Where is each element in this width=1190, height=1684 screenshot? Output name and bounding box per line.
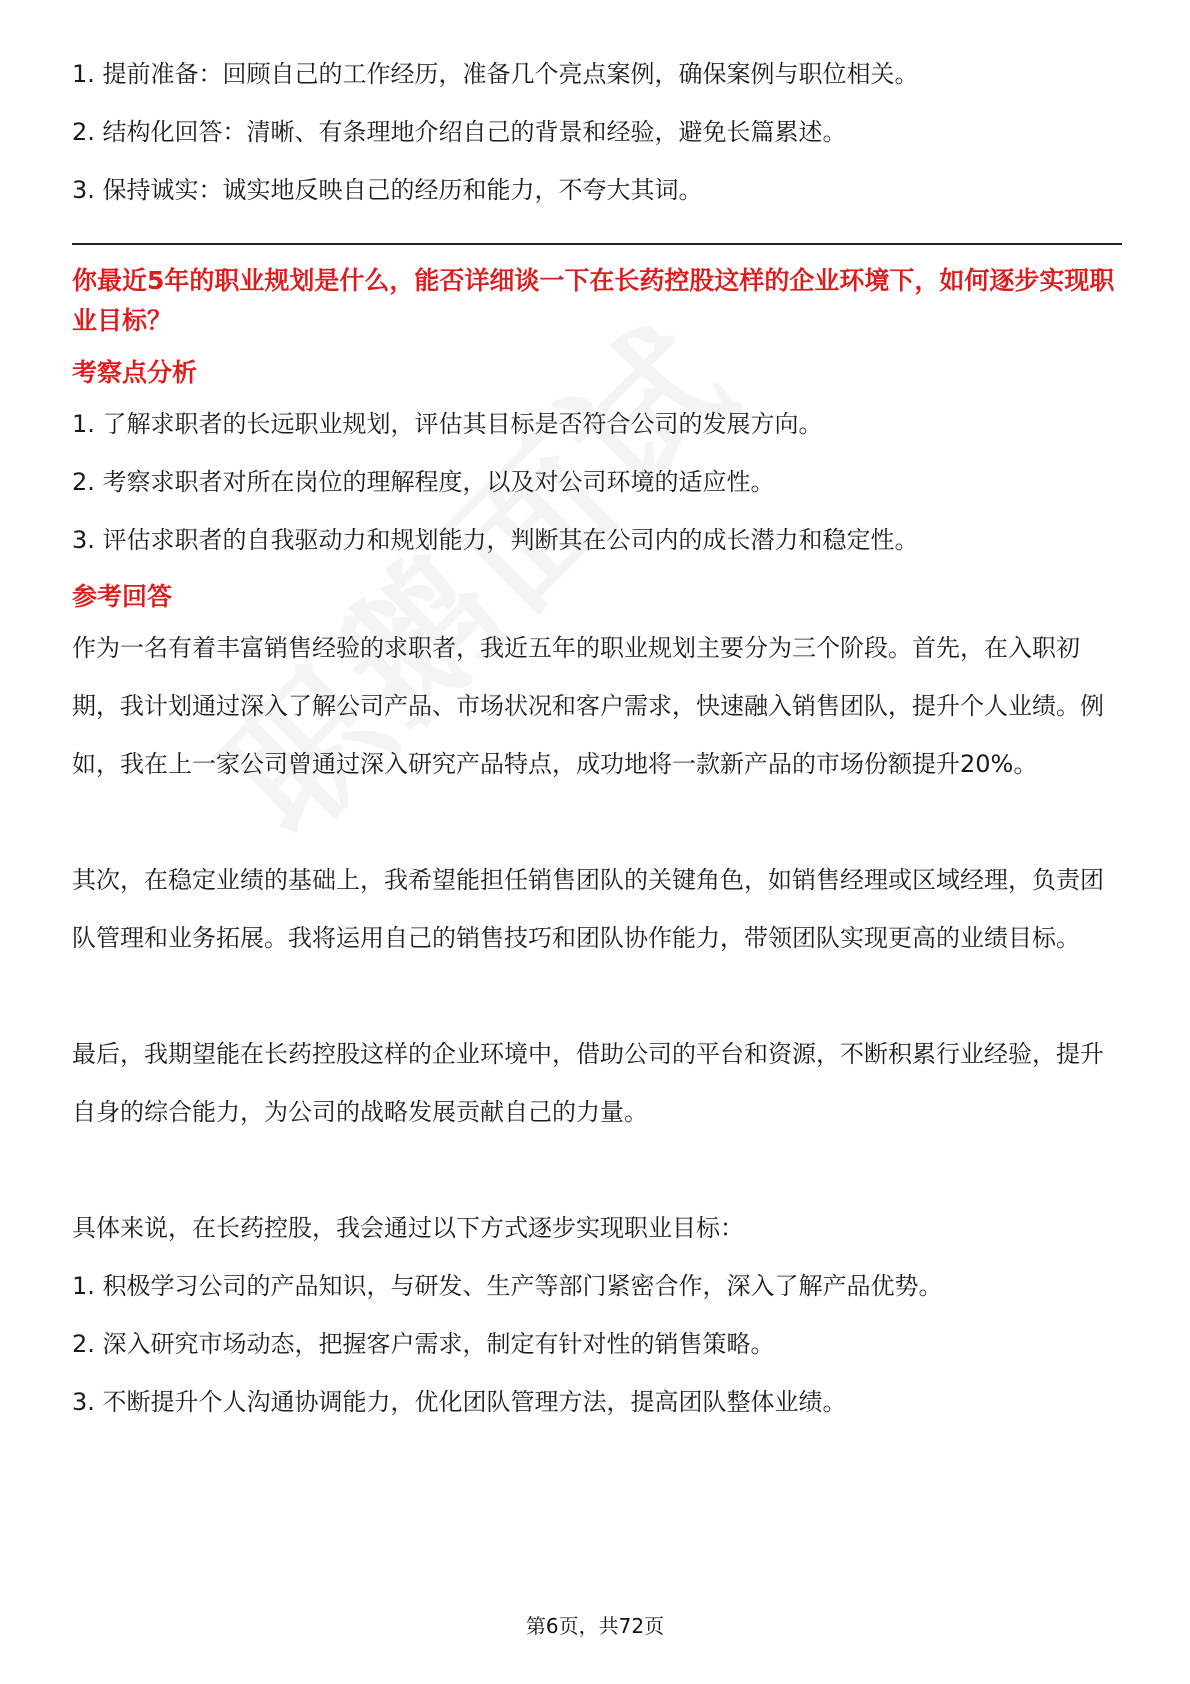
answer-paragraph: 最后，我期望能在长药控股这样的企业环境中，借助公司的平台和资源，不断积累行业经验，提升自身的综合能力，为公司的战略发展贡献自己的力量。: [72, 1040, 1104, 1126]
answer-paragraph: 作为一名有着丰富销售经验的求职者，我近五年的职业规划主要分为三个阶段。首先，在入职初期，我计划通过深入了解公司产品、市场状况和客户需求，快速融入销售团队，提升个人业绩。例如，我在上一家公司曾通过深入研究产品特点，成功地将一款新产品的市场份额提升20%。: [72, 634, 1104, 778]
list-item: 1. 提前准备：回顾自己的工作经历，准备几个亮点案例，确保案例与职位相关。: [72, 60, 919, 88]
answer-paragraph: 其次，在稳定业绩的基础上，我希望能担任销售团队的关键角色，如销售经理或区域经理，负责团队管理和业务拓展。我将运用自己的销售技巧和团队协作能力，带领团队实现更高的业绩目标。: [72, 866, 1104, 952]
section-divider: [72, 243, 1122, 245]
analysis-heading: 考察点分析: [72, 358, 198, 387]
top-list: [72, 45, 1122, 219]
paragraph-spacer: [72, 967, 1122, 1025]
page-content: [72, 45, 1122, 1431]
answer-body: [72, 619, 1122, 1431]
answer-heading: 参考回答: [72, 582, 173, 611]
list-item: 3. 保持诚实：诚实地反映自己的经历和能力，不夸大其词。: [72, 176, 703, 204]
paragraph-spacer: [72, 793, 1122, 851]
page-number: 第6页，共72页: [525, 1614, 665, 1638]
answer-paragraph: 具体来说，在长药控股，我会通过以下方式逐步实现职业目标：: [72, 1214, 744, 1242]
list-item: 1. 积极学习公司的产品知识，与研发、生产等部门紧密合作，深入了解产品优势。: [72, 1272, 943, 1300]
list-item: 2. 考察求职者对所在岗位的理解程度，以及对公司环境的适应性。: [72, 468, 775, 496]
list-item: 3. 评估求职者的自我驱动力和规划能力，判断其在公司内的成长潜力和稳定性。: [72, 526, 919, 554]
list-item: 2. 深入研究市场动态，把握客户需求，制定有针对性的销售策略。: [72, 1330, 775, 1358]
list-item: 3. 不断提升个人沟通协调能力，优化团队管理方法，提高团队整体业绩。: [72, 1388, 847, 1416]
interview-question: 你最近5年的职业规划是什么，能否详细谈一下在长药控股这样的企业环境下，如何逐步实现职业目标？: [72, 266, 1115, 335]
list-item: 1. 了解求职者的长远职业规划，评估其目标是否符合公司的发展方向。: [72, 410, 823, 438]
paragraph-spacer: [72, 1141, 1122, 1199]
list-item: 2. 结构化回答：清晰、有条理地介绍自己的背景和经验，避免长篇累述。: [72, 118, 847, 146]
analysis-list: [72, 395, 1122, 569]
